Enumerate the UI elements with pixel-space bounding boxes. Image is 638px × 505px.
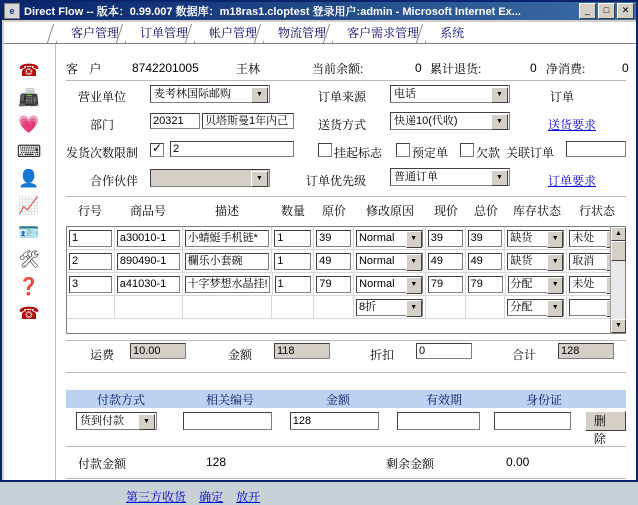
cell-no[interactable]: 3 <box>69 276 112 293</box>
table-row[interactable] <box>67 227 625 250</box>
customer-label: 客 户 <box>66 61 106 76</box>
table-row[interactable] <box>67 296 625 319</box>
chart-icon[interactable]: 📈 <box>18 196 40 215</box>
col-header-no: 行号 <box>77 204 102 218</box>
cell-desc[interactable]: 小蜻蜓手机链* <box>185 230 270 247</box>
payment-id-input[interactable] <box>494 412 571 430</box>
ship-limit-label: 发货次数限制 <box>66 145 139 160</box>
hang-flag-checkbox[interactable] <box>318 143 332 157</box>
chevron-down-icon[interactable]: ▼ <box>406 277 422 294</box>
col-header-current-price: 现价 <box>433 204 458 218</box>
table-row[interactable] <box>67 273 625 296</box>
col-header-price: 原价 <box>321 204 346 218</box>
dept-code-input[interactable]: 20321 <box>150 113 200 129</box>
title-bar <box>2 2 636 20</box>
partner-select[interactable] <box>150 169 270 187</box>
owe-label: 欠款 <box>476 145 501 160</box>
business-unit-select[interactable]: 麦考林国际邮购 ▼ <box>150 85 270 103</box>
cell-sku[interactable]: a41030-1 <box>117 276 180 293</box>
cell-price: 49 <box>316 253 351 270</box>
customer-code: 8742201005 <box>132 61 199 75</box>
paid-label: 付款金额 <box>78 457 127 471</box>
close-order-input[interactable] <box>566 141 626 157</box>
balance-value: 0 <box>415 61 422 75</box>
cell-current-price: 79 <box>428 276 463 293</box>
pay-col-ref: 相关编号 <box>205 392 254 407</box>
window-title: Direct Flow -- 版本：0.99.007 数据库：m18ras1.cloptest 登录用户:admin - Microsoft Internet Ex... <box>24 6 521 18</box>
grid-column-headers <box>66 202 626 220</box>
pay-col-method: 付款方式 <box>96 392 145 407</box>
payment-ref-input[interactable] <box>183 412 272 430</box>
chevron-down-icon[interactable]: ▼ <box>406 300 422 317</box>
content-area <box>4 44 636 504</box>
scroll-thumb[interactable] <box>611 241 626 261</box>
presale-checkbox[interactable] <box>396 143 410 157</box>
cell-desc[interactable]: 十字梦想水晶挂! <box>185 276 270 293</box>
order-source-select[interactable]: 电话 ▼ <box>390 85 510 103</box>
refund-value: 0 <box>530 61 537 75</box>
table-row[interactable] <box>67 250 625 273</box>
chevron-down-icon[interactable]: ▼ <box>251 87 268 103</box>
person-icon[interactable]: 👤 <box>18 169 40 188</box>
chevron-down-icon[interactable]: ▼ <box>406 254 422 271</box>
col-header-reason: 修改原因 <box>365 204 414 218</box>
order-label: 订单 <box>550 89 575 104</box>
payment-column-headers <box>66 390 626 408</box>
keyboard-icon[interactable]: ⌨ <box>16 142 42 161</box>
footer-links <box>66 488 260 505</box>
cell-state-select[interactable]: 未处 <box>569 276 623 293</box>
cell-price: 39 <box>316 230 351 247</box>
cell-price: 79 <box>316 276 351 293</box>
owe-checkbox[interactable] <box>460 143 474 157</box>
chevron-down-icon[interactable]: ▼ <box>547 254 563 271</box>
scroll-down-arrow-icon[interactable]: ▼ <box>611 319 626 333</box>
cell-current-price: 39 <box>428 230 463 247</box>
phone-call-icon[interactable]: ☎ <box>18 304 40 323</box>
priority-label: 订单优先级 <box>306 173 367 188</box>
cell-qty[interactable]: 1 <box>274 230 311 247</box>
chevron-down-icon[interactable]: ▼ <box>491 170 508 186</box>
cell-desc[interactable]: 欄乐小套碗 <box>185 253 270 270</box>
payment-method-select[interactable]: 货到付款 ▼ <box>76 412 157 430</box>
payment-summary <box>66 455 626 473</box>
chevron-down-icon[interactable]: ▼ <box>547 231 563 248</box>
heart-monitor-icon[interactable]: 💗 <box>18 115 40 134</box>
tab-logistics-management[interactable]: 物流管理 <box>263 24 338 43</box>
cell-qty[interactable]: 1 <box>274 253 311 270</box>
customer-name: 王林 <box>236 61 261 76</box>
presale-label: 预定单 <box>412 145 449 160</box>
cell-total: 79 <box>468 276 503 293</box>
discount-input[interactable]: 0 <box>416 343 472 359</box>
sum-value: 128 <box>558 343 614 359</box>
chevron-down-icon[interactable]: ▼ <box>138 414 155 430</box>
chevron-down-icon[interactable]: ▼ <box>547 277 563 294</box>
chevron-down-icon[interactable]: ▼ <box>251 171 268 187</box>
cell-reason-select[interactable]: 8折 ▼ <box>356 299 423 316</box>
freight-value: 10.00 <box>130 343 186 359</box>
chevron-down-icon[interactable]: ▼ <box>547 300 563 317</box>
priority-select[interactable]: 普通订单 ▼ <box>390 168 510 186</box>
refund-label: 累计退货: <box>430 61 482 76</box>
business-unit-label: 营业单位 <box>78 89 127 104</box>
cell-current-price: 49 <box>428 253 463 270</box>
chevron-down-icon[interactable]: ▼ <box>491 87 508 103</box>
dept-label: 部门 <box>90 117 115 132</box>
third-party-receive-link[interactable]: 第三方收货 <box>126 490 187 504</box>
chevron-down-icon[interactable]: ▼ <box>491 114 508 130</box>
balance-label: 当前余额: <box>312 61 364 76</box>
partner-label: 合作伙伴 <box>90 173 139 188</box>
cell-reason-select[interactable]: Normal ▼ <box>356 253 423 270</box>
tab-system[interactable]: 系统 <box>425 24 476 43</box>
remain-value: 0.00 <box>506 455 530 469</box>
ship-limit-checkbox[interactable] <box>150 143 164 157</box>
sum-label: 合计 <box>512 347 537 362</box>
delivery-method-label: 送货方式 <box>318 117 367 132</box>
cell-sku[interactable]: a30010-1 <box>117 230 180 247</box>
amount-label: 金额 <box>228 347 253 362</box>
payment-valid-input[interactable] <box>397 412 480 430</box>
net-spend-value: 0 <box>622 61 629 75</box>
explorer-icon: e <box>4 3 20 19</box>
cell-sku[interactable]: 890490-1 <box>117 253 180 270</box>
amount-value: 118 <box>274 343 330 359</box>
paid-value: 128 <box>206 455 227 469</box>
cell-no[interactable]: 1 <box>69 230 112 247</box>
main-tab-strip <box>4 22 636 44</box>
pay-col-id: 身份证 <box>525 392 562 407</box>
grid-scrollbar[interactable] <box>610 227 625 333</box>
chevron-down-icon[interactable]: ▼ <box>406 231 422 248</box>
col-header-qty: 数量 <box>280 204 305 218</box>
user-card-icon[interactable]: 🪪 <box>18 223 40 242</box>
cell-stock-select[interactable]: 分配 ▼ <box>508 276 565 293</box>
col-header-desc: 描述 <box>214 204 239 218</box>
pay-col-valid: 有效期 <box>425 392 462 407</box>
order-form <box>60 50 632 504</box>
delete-button[interactable]: 删除 <box>585 411 626 431</box>
maximize-button[interactable]: □ <box>598 3 615 19</box>
delivery-request-link[interactable]: 送货要求 <box>548 117 597 132</box>
fax-icon[interactable]: 📠 <box>18 88 40 107</box>
cell-reason-select[interactable]: Normal ▼ <box>356 276 423 293</box>
cell-stock-select[interactable]: 分配 ▼ <box>507 299 564 316</box>
close-button[interactable]: ✕ <box>617 3 634 19</box>
ship-limit-input[interactable]: 2 <box>170 141 294 157</box>
cell-reason-select[interactable]: Normal ▼ <box>356 230 423 247</box>
dept-name-input[interactable]: 贝塔斯曼1年内己 <box>202 113 294 129</box>
confirm-link[interactable]: 确定 <box>199 490 224 504</box>
order-request-link[interactable]: 订单要求 <box>548 173 597 188</box>
minimize-button[interactable]: _ <box>579 3 596 19</box>
scroll-up-arrow-icon[interactable]: ▲ <box>611 227 626 241</box>
release-link[interactable]: 放开 <box>236 490 261 504</box>
payment-amount-input[interactable]: 128 <box>290 412 379 430</box>
cell-qty[interactable]: 1 <box>275 276 312 293</box>
pay-col-amount: 金额 <box>325 392 350 407</box>
col-header-sku: 商品号 <box>129 204 166 218</box>
col-header-total: 总价 <box>473 204 498 218</box>
cell-state-select[interactable]: 未处 <box>569 230 623 247</box>
freight-label: 运费 <box>90 347 115 362</box>
tab-account-management[interactable]: 帐户管理 <box>194 24 269 43</box>
delivery-method-select[interactable]: 快递10(代收) ▼ <box>390 112 510 130</box>
payment-row <box>66 410 626 446</box>
order-source-label: 订单来源 <box>318 89 367 104</box>
side-icon-bar <box>4 44 56 480</box>
tab-order-management[interactable]: 订单管理 <box>125 24 200 43</box>
hang-flag-label: 挂起标志 <box>334 145 383 160</box>
remain-label: 剩余金额 <box>386 457 435 471</box>
close-order-label: 关联订单 <box>506 145 555 160</box>
help-icon[interactable]: ❓ <box>18 277 40 296</box>
window-controls <box>579 3 634 19</box>
cell-total: 39 <box>468 230 503 247</box>
discount-label: 折扣 <box>370 347 395 362</box>
cell-stock-select[interactable]: 缺货 ▼ <box>507 253 564 270</box>
col-header-stock-state: 库存状态 <box>512 204 561 218</box>
cell-total: 49 <box>468 253 503 270</box>
phone-red-icon[interactable]: ☎ <box>18 61 40 80</box>
cell-state-select[interactable]: 取消 <box>569 253 623 270</box>
cell-no[interactable]: 2 <box>69 253 112 270</box>
tab-customer-management[interactable]: 客户管理 <box>56 24 131 43</box>
tab-customer-demand-management[interactable]: 客户需求管理 <box>332 24 431 43</box>
net-spend-label: 净消费: <box>546 61 586 76</box>
order-lines-grid[interactable] <box>66 226 626 334</box>
tools-icon[interactable]: 🛠 <box>18 250 40 269</box>
cell-stock-select[interactable]: 缺货 ▼ <box>507 230 564 247</box>
col-header-row-state: 行状态 <box>578 204 615 218</box>
